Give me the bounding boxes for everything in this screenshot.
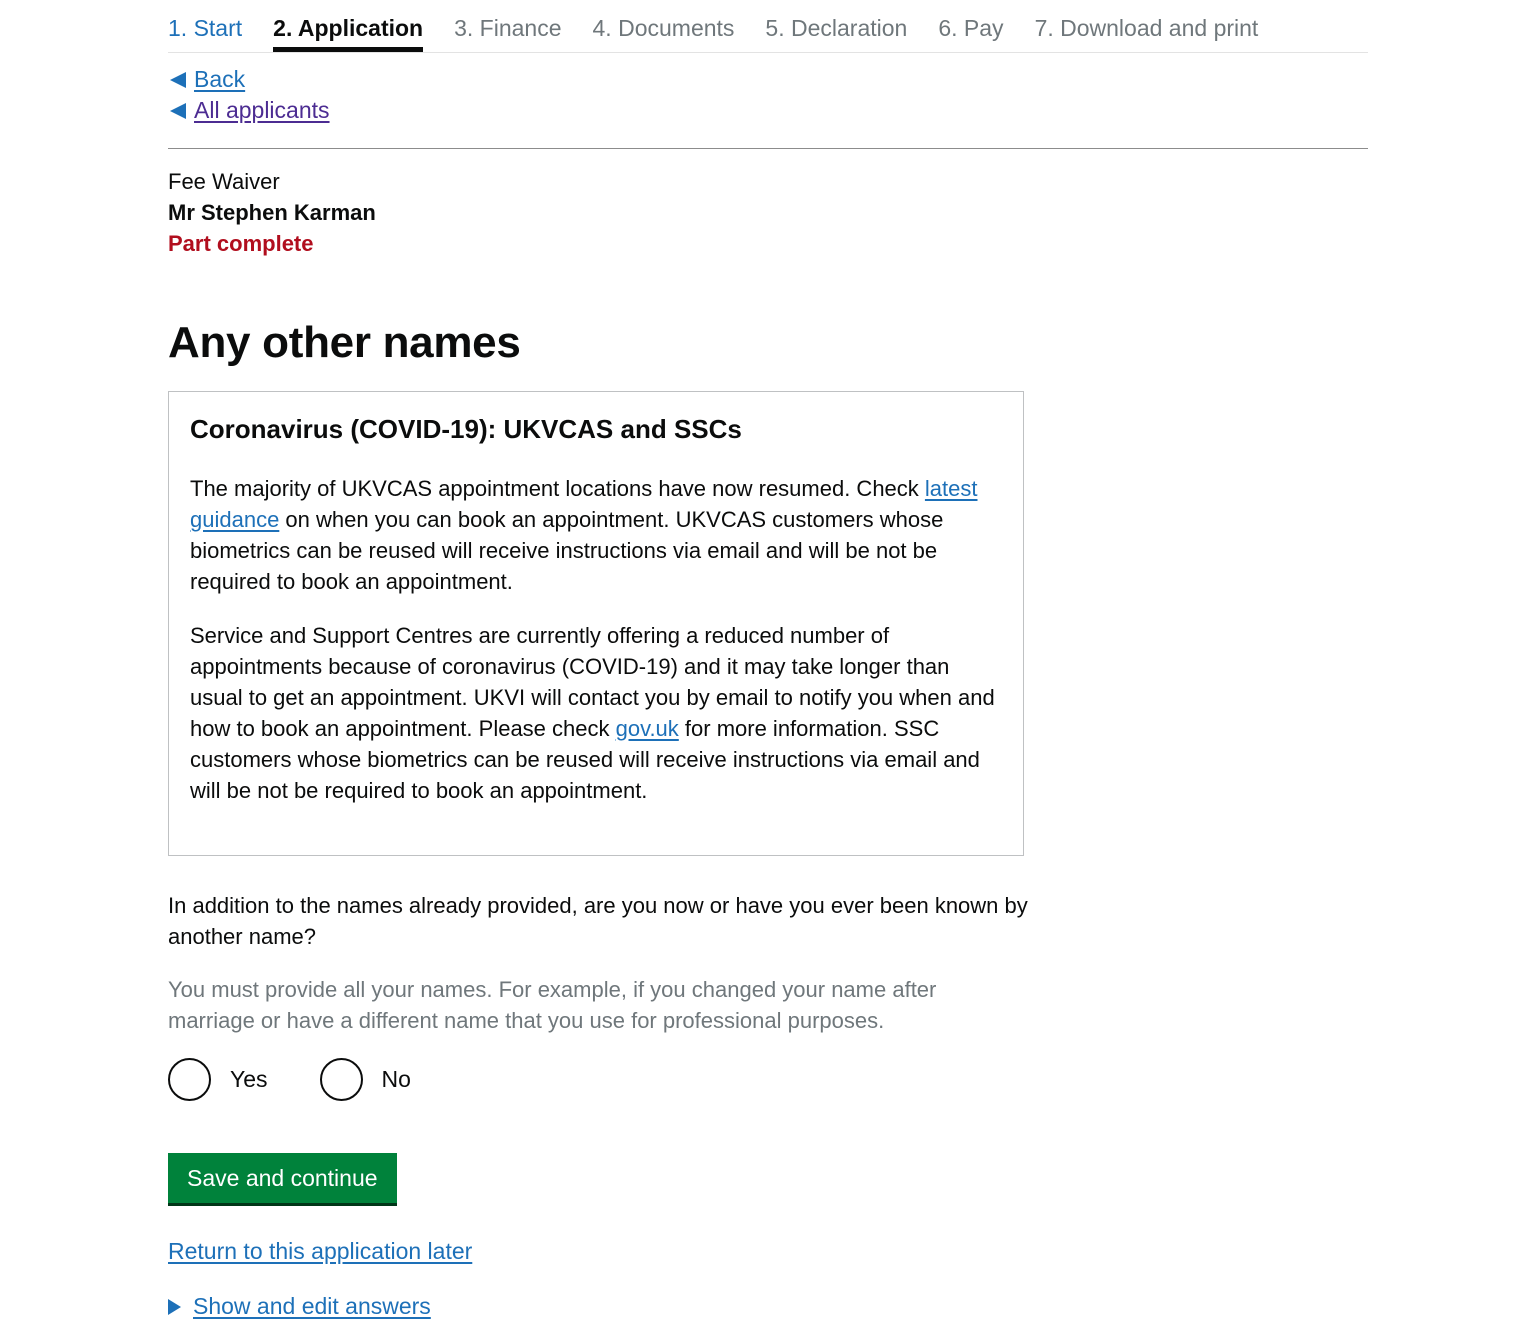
radio-yes-label[interactable]: Yes	[230, 1066, 268, 1093]
back-arrow-icon	[170, 72, 186, 88]
applicant-summary	[168, 166, 1368, 259]
notice-p1-text: The majority of UKVCAS appointment locations have now resumed. Check	[190, 476, 925, 502]
notice-paragraph-1	[190, 473, 1003, 597]
return-later-link[interactable]: Return to this application later	[168, 1238, 473, 1265]
step-finance: 3. Finance	[454, 15, 562, 41]
radio-no[interactable]	[320, 1058, 411, 1101]
radio-circle-icon[interactable]	[320, 1058, 363, 1101]
step-download-print: 7. Download and print	[1034, 15, 1259, 41]
step-pay: 6. Pay	[938, 15, 1004, 41]
all-applicants-label: All applicants	[194, 97, 330, 123]
notice-paragraph-2	[190, 620, 1003, 806]
latest-guidance-link[interactable]: latest guidance	[190, 476, 978, 533]
other-names-question: In addition to the names already provided, are you now or have you ever been known by another name?	[168, 893, 1028, 950]
return-later-row	[168, 1238, 1368, 1265]
notice-p1-text-end: on when you can book an appointment. UKVCAS customers whose biometrics can be reused will receive instructions via email and will be not be required to book an appointment.	[190, 507, 944, 595]
back-links	[168, 64, 1368, 149]
step-declaration: 5. Declaration	[765, 15, 908, 41]
all-applicants-link[interactable]	[168, 95, 1368, 126]
step-start[interactable]: 1. Start	[168, 15, 243, 41]
step-documents: 4. Documents	[592, 15, 735, 41]
application-category: Fee Waiver	[168, 169, 280, 194]
step-navigation	[168, 0, 1368, 53]
applicant-name: Mr Stephen Karman	[168, 200, 376, 225]
page-title: Any other names	[168, 318, 521, 367]
notice-p2-text-end: for more information. SSC customers whose biometrics can be reused will receive instructions via email and will be not be required to book an appointment.	[190, 716, 980, 804]
radio-circle-icon[interactable]	[168, 1058, 211, 1101]
show-answers-toggle[interactable]	[168, 1293, 1368, 1320]
back-link[interactable]	[168, 64, 1368, 95]
show-answers-label[interactable]: Show and edit answers	[193, 1293, 431, 1320]
radio-yes[interactable]	[168, 1058, 268, 1101]
save-and-continue-button[interactable]: Save and continue	[168, 1153, 397, 1203]
notice-p2-text: Service and Support Centres are currently offering a reduced number of appointments because of coronavirus (COVID-19) and it may take longer than usual to get an appointment. UKVI will contact you by email to notify you when and how to book an appointment. Please check	[190, 623, 995, 742]
radio-no-label[interactable]: No	[381, 1066, 411, 1093]
notice-title: Coronavirus (COVID-19): UKVCAS and SSCs	[190, 414, 742, 444]
back-arrow-icon	[170, 103, 186, 119]
step-application: 2. Application	[273, 15, 424, 41]
other-names-radios	[168, 1058, 1368, 1101]
expand-triangle-icon	[168, 1299, 181, 1315]
page	[168, 0, 1368, 1320]
other-names-hint: You must provide all your names. For example, if you changed your name after marriage or have a different name that you use for professional purposes.	[168, 977, 937, 1034]
back-link-label: Back	[194, 66, 246, 92]
status-badge: Part complete	[168, 231, 314, 256]
covid-notice-panel	[168, 391, 1024, 856]
gov-uk-link[interactable]: gov.uk	[615, 716, 679, 742]
